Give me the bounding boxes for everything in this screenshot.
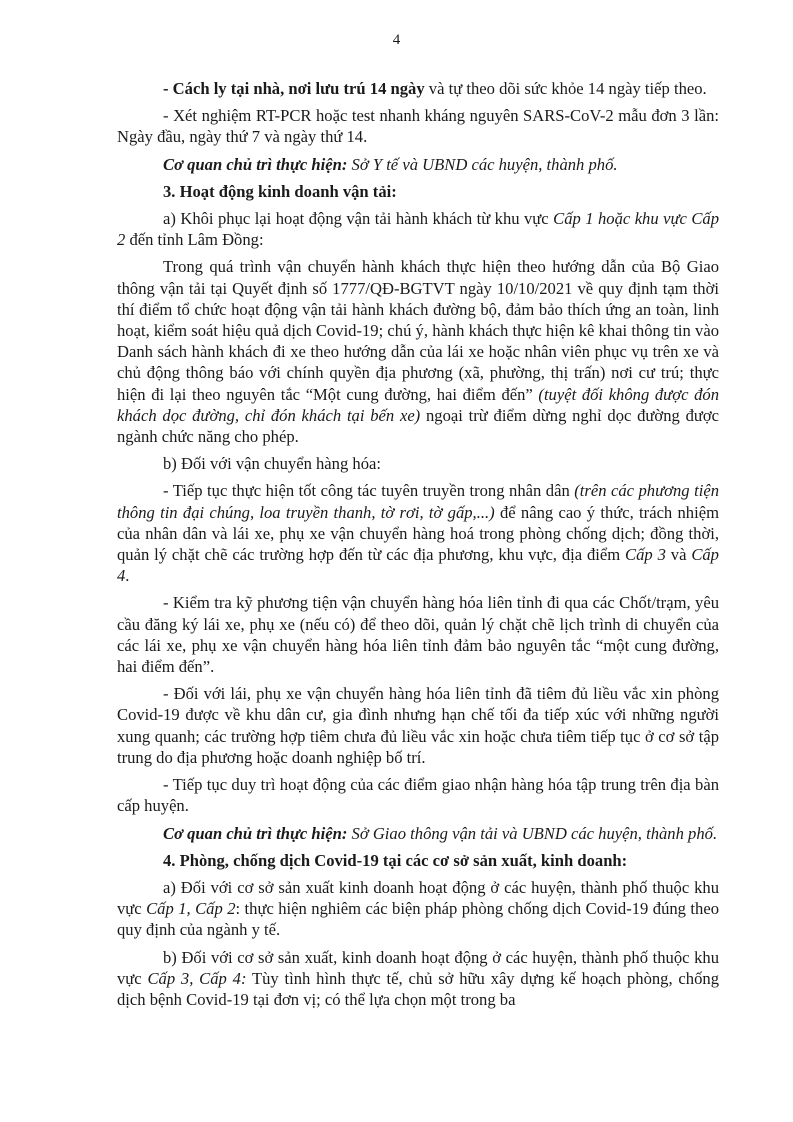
heading-business: 4. Phòng, chống dịch Covid-19 tại các cơ sở sản xuất, kinh doanh: (163, 850, 628, 870)
paragraph-testing: - Xét nghiệm RT-PCR hoặc test nhanh kháng nguyên SARS-CoV-2 mẫu đơn 3 lần: Ngày đầu, ngày thứ 7 và ngày thứ 14. (117, 106, 719, 147)
text-span: đến tỉnh Lâm Đồng: (125, 230, 264, 250)
paragraph-business-level34 (117, 947, 719, 1011)
italic-span: Cấp 1, Cấp 2 (146, 899, 236, 919)
paragraph-home-isolation (117, 78, 719, 99)
paragraph-propaganda (117, 480, 719, 586)
text-span: . (125, 566, 130, 586)
home-isolation-text: và tự theo dõi sức khỏe 14 ngày tiếp theo. (424, 79, 707, 98)
paragraph-responsible-transport (117, 823, 719, 844)
text-span: b) Đối với cơ sở sản xuất, kinh doanh hoạt động ở các huyện, thành phố thuộc khu vực (117, 947, 719, 988)
document-body (117, 78, 719, 1016)
text-span: - Tiếp tục thực hiện tốt công tác tuyên truyền trong nhân dân (163, 481, 575, 501)
text-span: : thực hiện nghiêm các biện pháp phòng chống dịch Covid-19 đúng theo quy định của ngành y tế. (117, 899, 719, 940)
paragraph-passenger-restore (117, 208, 719, 250)
text-span: Trong quá trình vận chuyển hành khách thực hiện theo hướng dẫn của Bộ Giao thông vận tải tại Quyết định số 1777/QĐ-BGTVT ngày 10/10/2021 về quy định tạm thời thí điểm tổ chức hoạt động vận tải hành khách đường bộ, đảm bảo thích ứng an toàn, linh hoạt, kiểm soát hiệu quả dịch Covid-19; chú ý, hành khách thực hiện kê khai thông tin vào Danh sách hành khách đi xe theo hướng dẫn của lái xe hoặc nhân viên phục vụ trên xe và chủ động thông báo với chính quyền địa phương (xã, phường, thị trấn) nơi cư trú; thực hiện đi lại theo nguyên tắc “Một cung đường, hai điểm đến” (117, 257, 719, 404)
page-number: 4 (392, 32, 401, 48)
italic-span: Cấp 4 (117, 545, 719, 586)
paragraph-inspection: - Kiểm tra kỹ phương tiện vận chuyển hàng hóa liên tỉnh đi qua các Chốt/trạm, yêu cầu đăng ký lái xe, phụ xe (nếu có) để theo dõi, quản lý chặt chẽ lịch trình di chuyển của các lái xe, phụ xe vận chuyển hàng hóa liên tỉnh đảm bảo nguyên tắc “một cung đường, hai điểm đến”. (117, 593, 719, 677)
paragraph-vaccinated-drivers: - Đối với lái, phụ xe vận chuyển hàng hóa liên tỉnh đã tiêm đủ liều vắc xin phòng Covid-19 được về khu dân cư, gia đình nhưng hạn chế tối đa tiếp xúc với những người xung quanh; các trường hợp tiêm chưa đủ liều vắc xin hoặc chưa tiêm tiếp tục ở cơ sở tập trung do địa phương hoặc doanh nghiệp bố trí. (117, 684, 719, 767)
responsible-label: Cơ quan chủ trì thực hiện: (163, 823, 348, 843)
text-span: và (665, 545, 692, 565)
responsible-label: Cơ quan chủ trì thực hiện: (163, 154, 348, 174)
text-span: ngoại trừ điểm dừng nghỉ dọc đường được ngành chức năng cho phép. (117, 405, 719, 447)
text-span: Tùy tình hình thực tế, chủ sở hữu xây dựng kế hoạch phòng, chống dịch bệnh Covid-19 tại đơn vị; có thể lựa chọn một trong ba (117, 968, 719, 1009)
paragraph-freight-heading: b) Đối với vận chuyển hàng hóa: (163, 454, 381, 474)
responsible-text: Sở Y tế và UBND các huyện, thành phố. (347, 154, 618, 174)
text-span: a) Đối với cơ sở sản xuất kinh doanh hoạt động ở các huyện, thành phố thuộc khu vực (117, 877, 719, 919)
text-span: để nâng cao ý thức, trách nhiệm của nhân dân và lái xe, phụ xe vận chuyển hàng hoá trong phòng chống dịch; đồng thời, quản lý chặt chẽ các trường hợp đến từ các địa phương, khu vực, địa điểm (117, 502, 719, 565)
home-isolation-bold: - Cách ly tại nhà, nơi lưu trú 14 ngày (163, 79, 425, 98)
paragraph-business-level12 (117, 877, 719, 941)
paragraph-responsible-health (117, 154, 719, 175)
paragraph-delivery-points: - Tiếp tục duy trì hoạt động của các điểm giao nhận hàng hóa tập trung trên địa bàn cấp huyện. (117, 775, 719, 816)
italic-span: (tuyệt đối không được đón khách dọc đường, chỉ đón khách tại bến xe) (117, 384, 719, 425)
italic-span: Cấp 3, Cấp 4: (147, 968, 247, 988)
italic-span: (trên các phương tiện thông tin đại chúng, loa truyền thanh, tờ rơi, tờ gấp,...) (117, 481, 719, 522)
italic-span: Cấp 3 (625, 545, 666, 565)
paragraph-passenger-details (117, 256, 719, 447)
text-span: a) Khôi phục lại hoạt động vận tải hành khách từ khu vực (163, 209, 554, 229)
heading-transport: 3. Hoạt động kinh doanh vận tải: (163, 181, 397, 201)
italic-span: Cấp 1 hoặc khu vực Cấp 2 (117, 209, 719, 250)
responsible-text: Sở Giao thông vận tải và UBND các huyện, thành phố. (347, 823, 718, 843)
